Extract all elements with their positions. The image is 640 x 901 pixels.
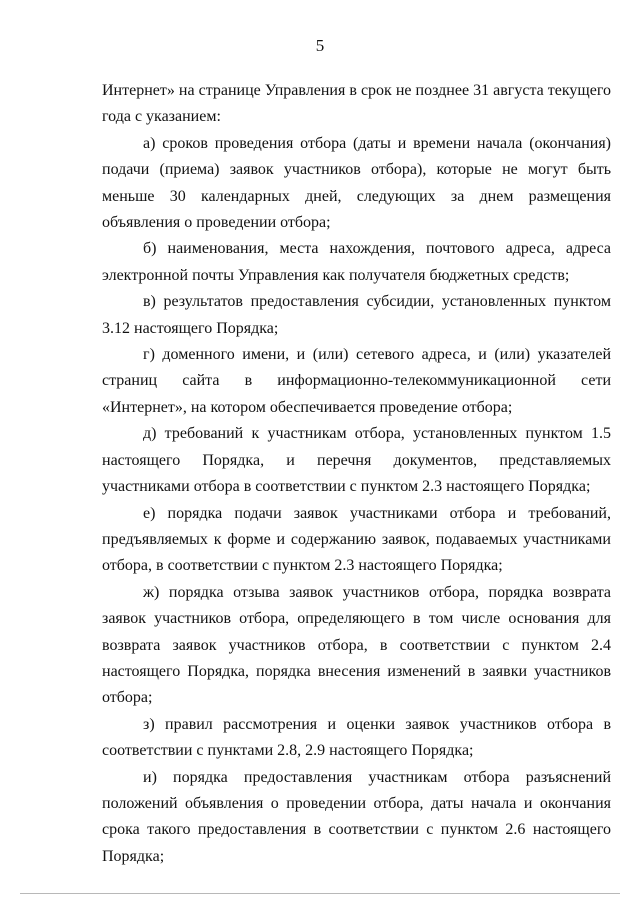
document-body	[102, 78, 611, 870]
page-bottom-divider	[20, 893, 620, 894]
list-item-v: в) результатов предоставления субсидии, установленных пунктом 3.12 настоящего Порядка;	[102, 293, 611, 337]
list-item-i: и) порядка предоставления участникам отбора разъяснений положений объявления о проведении отбора, даты начала и окончания срока такого предоставления в соответствии с пунктом 2.6 настоящего Порядка;	[102, 768, 611, 865]
page-number: 5	[315, 36, 325, 55]
list-item-e: е) порядка подачи заявок участниками отбора и требований, предъявляемых к форме и содержанию заявок, подаваемых участниками отбора, в соответствии с пунктом 2.3 настоящего Порядка;	[102, 504, 611, 575]
list-item-zh: ж) порядка отзыва заявок участников отбора, порядка возврата заявок участников отбора, определяющего в том числе основания для возврата заявок участников отбора, в соответствии с пунктом 2.4 настоящего Порядка, порядка внесения изменений в заявки участников отбора;	[102, 583, 611, 707]
list-item-d: д) требований к участникам отбора, установленных пунктом 1.5 настоящего Порядка, и перечня документов, представляемых участниками отбора в соответствии с пунктом 2.3 настоящего Порядка;	[102, 425, 611, 496]
paragraph-intro: Интернет» на странице Управления в срок не позднее 31 августа текущего года с указанием:	[102, 82, 611, 126]
list-item-b: б) наименования, места нахождения, почтового адреса, адреса электронной почты Управления как получателя бюджетных средств;	[102, 240, 611, 284]
list-item-a: а) сроков проведения отбора (даты и времени начала (окончания) подачи (приема) заявок участников отбора), которые не могут быть меньше 30 календарных дней, следующих за днем размещения объявления о проведении отбора;	[102, 134, 611, 232]
list-item-g: г) доменного имени, и (или) сетевого адреса, и (или) указателей страниц сайта в информационно-телекоммуникационной сети «Интернет», на котором обеспечивается проведение отбора;	[102, 346, 611, 416]
list-item-z: з) правил рассмотрения и оценки заявок участников отбора в соответствии с пунктами 2.8, 2.9 настоящего Порядка;	[102, 715, 611, 760]
